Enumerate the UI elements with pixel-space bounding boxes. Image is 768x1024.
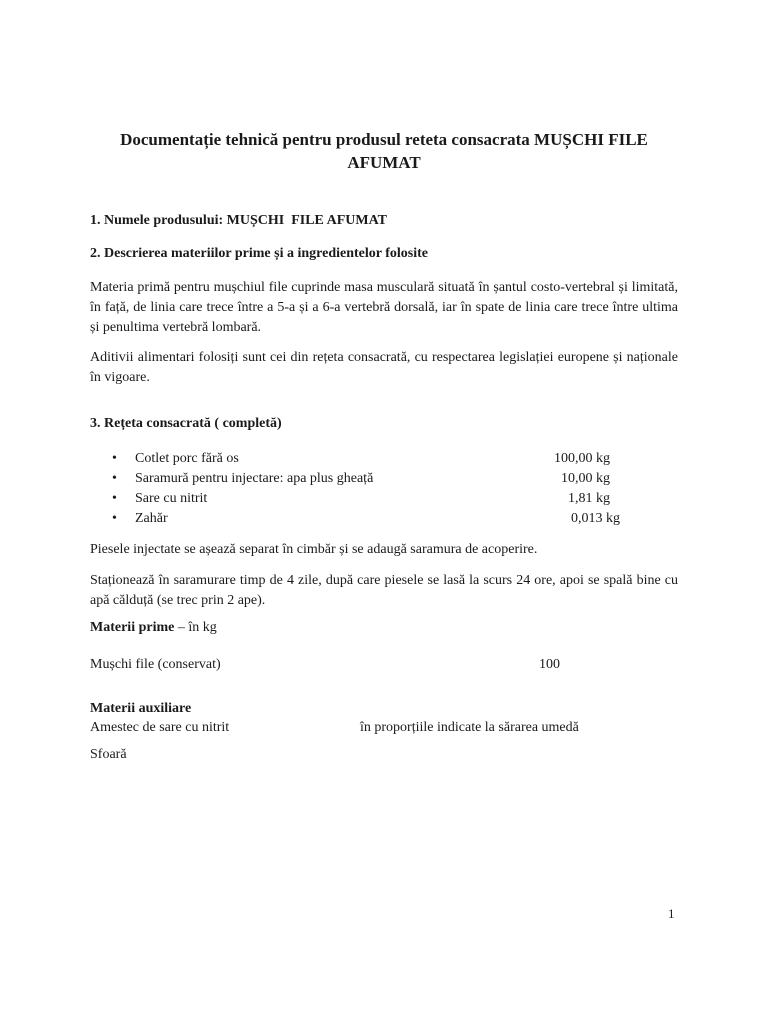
auxiliary-item-name: Amestec de sare cu nitrit (90, 720, 230, 735)
paragraph-additives: Aditivii alimentari folosiți sunt cei din rețeta consacrată, cu respectarea legislației europene și naționale în vigoare. (90, 350, 678, 385)
ingredient-name: Saramură pentru injectare: apa plus gheață (135, 471, 374, 486)
auxiliary-item-note: în proporțiile indicate la sărarea umedă (360, 720, 579, 735)
page-number: 1 (668, 906, 675, 921)
raw-materials-heading (90, 620, 217, 636)
bullet-icon: • (112, 491, 117, 506)
raw-materials-heading-unit: – în kg (174, 620, 217, 635)
paragraph-raw-material: Materia primă pentru mușchiul file cuprinde masa musculară situată în șantul costo-vertebral și limitată, în față, de linia care trece între a 5-a și a 6-a vertebră dorsală, iar în spate de linia care trece între ultima și penultima vertebră lombară. (90, 280, 678, 335)
ingredient-quantity: 100,00 kg (554, 451, 610, 466)
section-2-heading: 2. Descrierea materiilor prime și a ingredientelor folosite (90, 246, 428, 261)
recipe-item (112, 509, 632, 529)
document-title: Documentație tehnică pentru produsul reteta consacrata MUȘCHI FILE AFUMAT (120, 130, 648, 172)
raw-material-quantity: 100 (539, 657, 560, 672)
recipe-list (112, 449, 632, 529)
bullet-icon: • (112, 451, 117, 466)
recipe-item (112, 489, 632, 509)
ingredient-quantity: 0,013 kg (571, 511, 620, 526)
auxiliary-item-name: Sfoară (90, 747, 127, 762)
paragraph-injection: Piesele injectate se așează separat în cimbăr și se adaugă saramura de acoperire. (90, 542, 538, 557)
bullet-icon: • (112, 511, 117, 526)
raw-materials-heading-bold: Materii prime (90, 620, 175, 635)
ingredient-quantity: 10,00 kg (561, 471, 610, 486)
auxiliary-materials-heading: Materii auxiliare (90, 701, 192, 716)
ingredient-quantity: 1,81 kg (568, 491, 610, 506)
section-3-heading: 3. Rețeta consacrată ( completă) (90, 416, 282, 431)
recipe-item (112, 469, 632, 489)
raw-material-name: Mușchi file (conservat) (90, 657, 221, 672)
paragraph-brining: Staționează în saramurare timp de 4 zile, după care piesele se lasă la scurs 24 ore, apoi se spală bine cu apă călduță (se trec prin 2 ape). (90, 573, 678, 608)
ingredient-name: Zahăr (135, 511, 168, 526)
bullet-icon: • (112, 471, 117, 486)
ingredient-name: Sare cu nitrit (135, 491, 208, 506)
recipe-item (112, 449, 632, 469)
ingredient-name: Cotlet porc fără os (135, 451, 239, 466)
section-1-heading: 1. Numele produsului: MUȘCHI FILE AFUMAT (90, 213, 388, 228)
